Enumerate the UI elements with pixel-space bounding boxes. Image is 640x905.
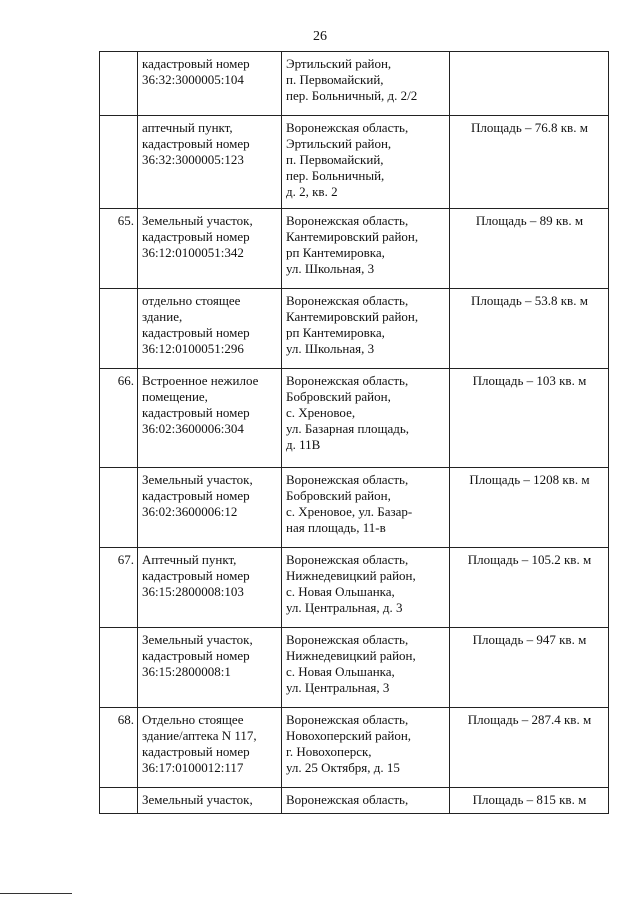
characteristic-cell: Площадь – 1208 кв. м [450, 468, 609, 548]
address-line: с. Новая Ольшанка, [286, 584, 395, 599]
address-cell [282, 369, 450, 468]
item-number [100, 788, 138, 814]
page-number: 26 [313, 29, 327, 44]
object-description-line: 36:12:0100051:296 [142, 341, 244, 356]
address-line: Бобровский район, [286, 488, 391, 503]
object-description-line: Земельный участок, [142, 632, 253, 647]
table-row [100, 548, 609, 628]
address-line: п. Первомайский, [286, 152, 384, 167]
item-number: 65. [100, 209, 138, 289]
footnote-rule [0, 893, 72, 894]
address-line: Воронежская область, [286, 373, 409, 388]
item-number: 67. [100, 548, 138, 628]
address-line: ул. Центральная, 3 [286, 680, 390, 695]
object-description-line: 36:02:3600006:12 [142, 504, 238, 519]
address-line: д. 2, кв. 2 [286, 184, 338, 199]
characteristic-cell [450, 52, 609, 116]
object-description-cell [138, 369, 282, 468]
characteristic-cell: Площадь – 287.4 кв. м [450, 708, 609, 788]
characteristic-cell: Площадь – 53.8 кв. м [450, 289, 609, 369]
object-description-line: 36:02:3600006:304 [142, 421, 244, 436]
object-description-cell [138, 708, 282, 788]
table-row [100, 468, 609, 548]
address-line: г. Новохоперск, [286, 744, 372, 759]
address-line: Бобровский район, [286, 389, 391, 404]
object-description-line: кадастровый номер [142, 648, 250, 663]
address-line: Кантемировский район, [286, 309, 419, 324]
object-description-line: Отдельно стоящее [142, 712, 244, 727]
address-line: Воронежская область, [286, 293, 409, 308]
object-description-cell [138, 209, 282, 289]
address-cell [282, 289, 450, 369]
item-number [100, 52, 138, 116]
item-number [100, 116, 138, 209]
address-line: ная площадь, 11-в [286, 520, 386, 535]
object-description-line: 36:12:0100051:342 [142, 245, 244, 260]
address-line: Кантемировский район, [286, 229, 419, 244]
address-cell [282, 788, 450, 814]
address-cell [282, 628, 450, 708]
characteristic-cell: Площадь – 947 кв. м [450, 628, 609, 708]
object-description-cell [138, 116, 282, 209]
address-line: Нижнедевицкий район, [286, 648, 416, 663]
address-line: Эртильский район, [286, 56, 392, 71]
address-line: Эртильский район, [286, 136, 392, 151]
characteristic-cell: Площадь – 103 кв. м [450, 369, 609, 468]
object-description-line: кадастровый номер [142, 568, 250, 583]
address-cell [282, 468, 450, 548]
address-line: с. Новая Ольшанка, [286, 664, 395, 679]
table-row [100, 209, 609, 289]
object-description-line: 36:17:0100012:117 [142, 760, 244, 775]
address-line: Воронежская область, [286, 632, 409, 647]
table-row [100, 708, 609, 788]
address-cell [282, 708, 450, 788]
object-description-line: Аптечный пункт, [142, 552, 237, 567]
object-description-line: Земельный участок, [142, 792, 253, 807]
address-line: ул. Центральная, д. 3 [286, 600, 403, 615]
object-description-line: 36:32:3000005:123 [142, 152, 244, 167]
address-line: ул. 25 Октября, д. 15 [286, 760, 400, 775]
address-cell [282, 116, 450, 209]
object-description-line: кадастровый номер [142, 56, 250, 71]
object-description-line: 36:32:3000005:104 [142, 72, 244, 87]
table-row [100, 116, 609, 209]
address-cell [282, 209, 450, 289]
address-line: Воронежская область, [286, 712, 409, 727]
item-number: 68. [100, 708, 138, 788]
address-line: с. Хреновое, ул. Базар- [286, 504, 413, 519]
object-description-line: кадастровый номер [142, 405, 250, 420]
address-cell [282, 52, 450, 116]
object-description-line: 36:15:2800008:1 [142, 664, 231, 679]
address-line: Воронежская область, [286, 472, 409, 487]
object-description-line: Земельный участок, [142, 472, 253, 487]
property-registry-table [99, 51, 609, 814]
table-row [100, 628, 609, 708]
address-line: ул. Базарная площадь, [286, 421, 410, 436]
address-line: Воронежская область, [286, 792, 409, 807]
characteristic-cell: Площадь – 76.8 кв. м [450, 116, 609, 209]
address-line: рп Кантемировка, [286, 245, 385, 260]
item-number [100, 289, 138, 369]
table-row [100, 52, 609, 116]
address-line: Воронежская область, [286, 213, 409, 228]
address-line: Нижнедевицкий район, [286, 568, 416, 583]
object-description-line: помещение, [142, 389, 208, 404]
table-row [100, 788, 609, 814]
table-row [100, 289, 609, 369]
object-description-line: кадастровый номер [142, 488, 250, 503]
address-line: Новохоперский район, [286, 728, 412, 743]
characteristic-cell: Площадь – 105.2 кв. м [450, 548, 609, 628]
object-description-line: Встроенное нежилое [142, 373, 259, 388]
registry-body [100, 52, 609, 814]
address-cell [282, 548, 450, 628]
object-description-cell [138, 468, 282, 548]
object-description-cell [138, 628, 282, 708]
object-description-line: здание/аптека N 117, [142, 728, 257, 743]
object-description-cell [138, 788, 282, 814]
object-description-line: кадастровый номер [142, 744, 250, 759]
object-description-cell [138, 548, 282, 628]
characteristic-cell: Площадь – 89 кв. м [450, 209, 609, 289]
item-number [100, 468, 138, 548]
table-row [100, 369, 609, 468]
object-description-line: 36:15:2800008:103 [142, 584, 244, 599]
object-description-line: аптечный пункт, [142, 120, 233, 135]
object-description-line: отдельно стоящее [142, 293, 241, 308]
address-line: ул. Школьная, 3 [286, 261, 375, 276]
object-description-line: кадастровый номер [142, 136, 250, 151]
object-description-cell [138, 52, 282, 116]
object-description-cell [138, 289, 282, 369]
object-description-line: кадастровый номер [142, 325, 250, 340]
address-line: п. Первомайский, [286, 72, 384, 87]
item-number: 66. [100, 369, 138, 468]
address-line: с. Хреновое, [286, 405, 356, 420]
characteristic-cell: Площадь – 815 кв. м [450, 788, 609, 814]
object-description-line: кадастровый номер [142, 229, 250, 244]
address-line: пер. Больничный, д. 2/2 [286, 88, 418, 103]
item-number [100, 628, 138, 708]
address-line: Воронежская область, [286, 552, 409, 567]
address-line: д. 11В [286, 437, 321, 452]
object-description-line: здание, [142, 309, 183, 324]
address-line: рп Кантемировка, [286, 325, 385, 340]
object-description-line: Земельный участок, [142, 213, 253, 228]
address-line: ул. Школьная, 3 [286, 341, 375, 356]
address-line: Воронежская область, [286, 120, 409, 135]
address-line: пер. Больничный, [286, 168, 385, 183]
